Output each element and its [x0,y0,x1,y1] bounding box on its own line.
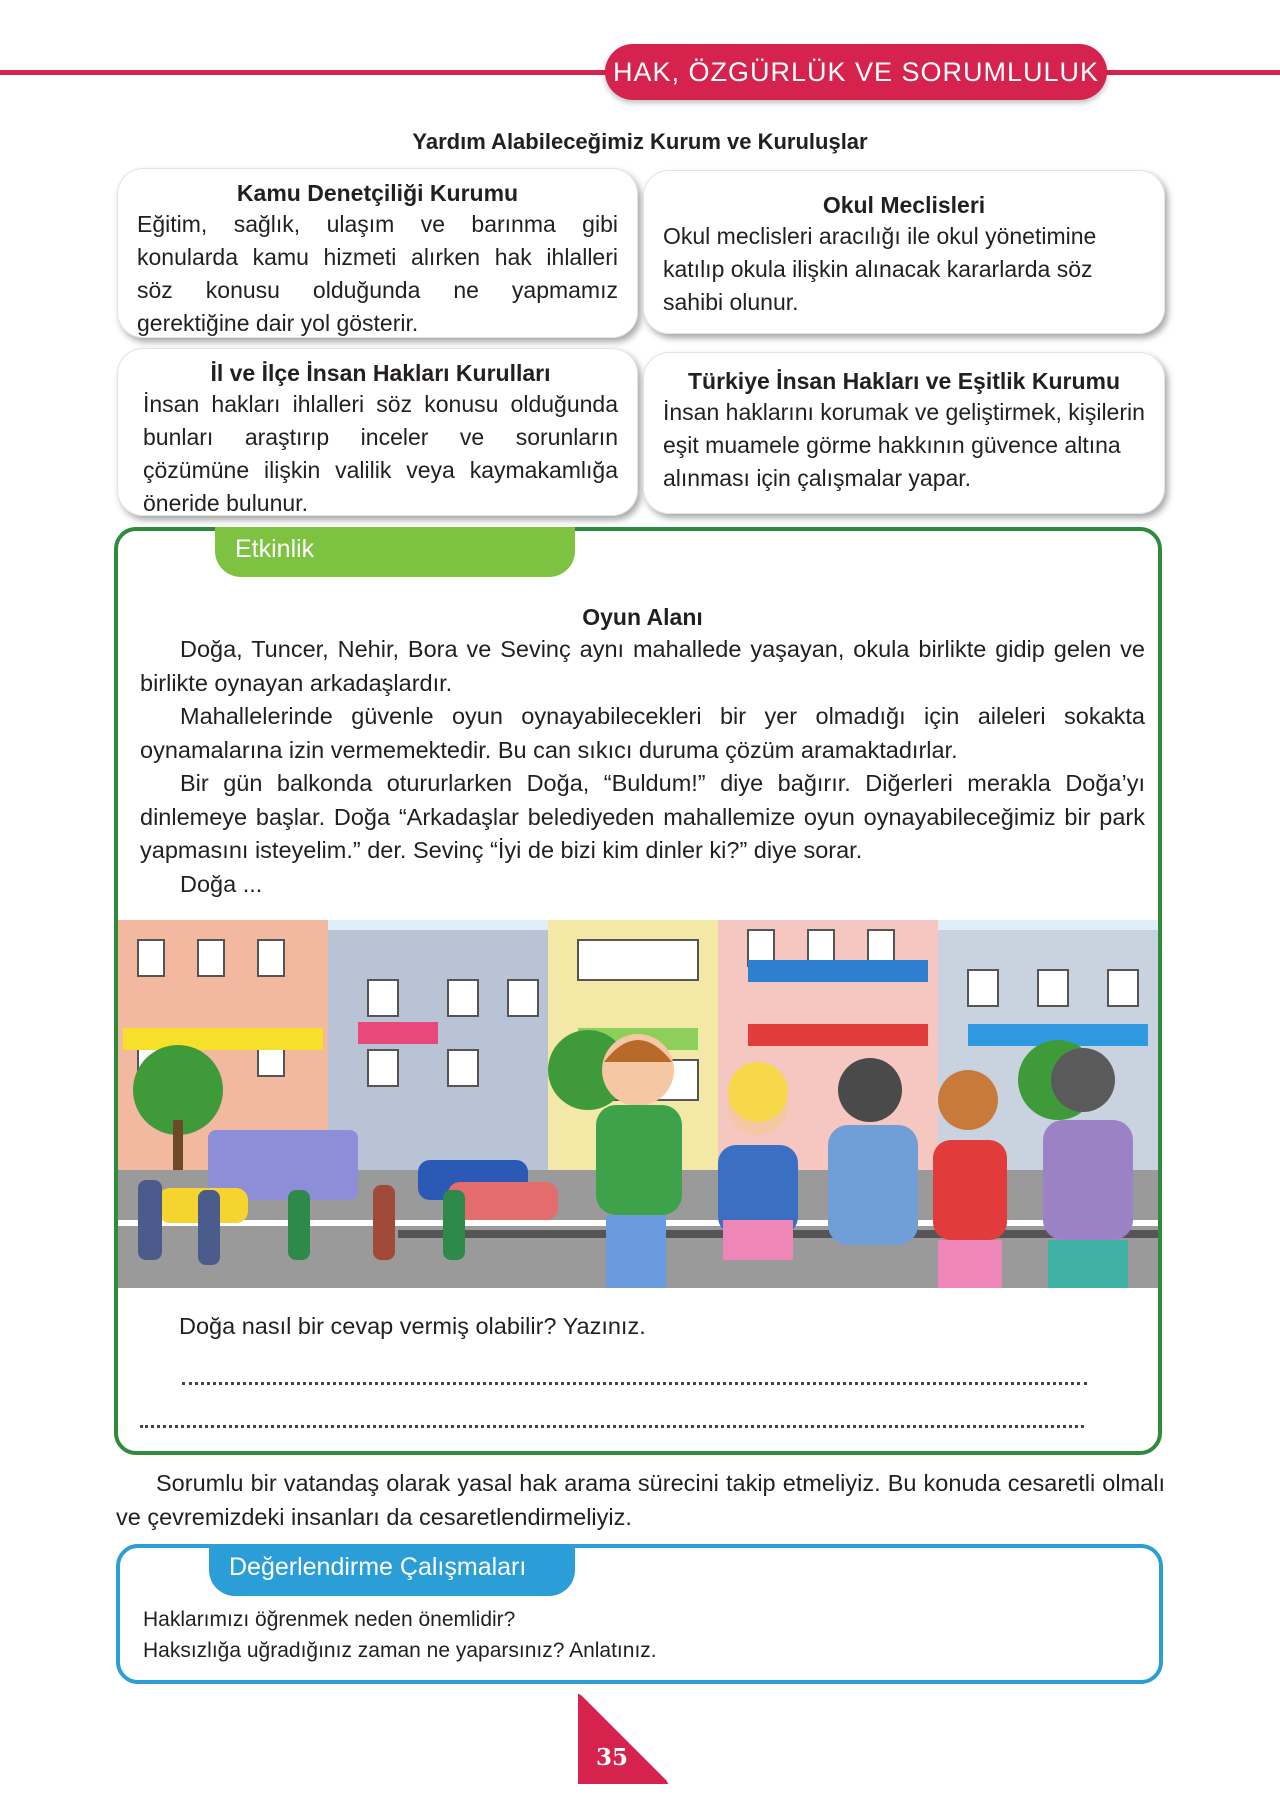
card-text: İnsan hakları ihlalleri söz konusu olduğunda bunları araştırıp inceler ve sorunların çözümüne ilişkin valilik veya kaymakamlığa öneride bulunur. [143,391,618,516]
card-okul-meclisleri [643,170,1165,334]
card-title: Kamu Denetçiliği Kurumu [236,180,519,206]
card-tihek [643,352,1165,514]
card-kamu-denetciligi [117,168,638,338]
story-paragraph: Bir gün balkonda otururlarken Doğa, “Buldum!” diye bağırır. Diğerleri merakla Doğa’yı dinlemeye başlar. Doğa “Arkadaşlar belediyeden mahallemize oyun oynayabileceğimiz bir park yapmasını isteyelim.” der. Sevinç “İyi de bizi kim dinler ki?” diye sorar. [140,770,1145,863]
card-title: Türkiye İnsan Hakları ve Eşitlik Kurumu [687,368,1121,394]
activity-question: Doğa nasıl bir cevap vermiş olabilir? Yazınız. [179,1313,646,1339]
evaluation-question: Haklarımızı öğrenmek neden önemlidir? [143,1608,516,1631]
evaluation-tab: Değerlendirme Çalışmaları [209,1544,575,1596]
card-text: Eğitim, sağlık, ulaşım ve barınma gibi konularda kamu hizmeti alırken hak ihlalleri söz konusu olduğunda ne yapmamız gerektiğine dair yol gösterir. [137,211,618,336]
card-text: Okul meclisleri aracılığı ile okul yönetimine katılıp okula ilişkin alınacak kararlarda söz sahibi olunur. [663,223,1097,315]
answer-line[interactable] [140,1425,1084,1428]
story-paragraph: Doğa ... [180,870,263,897]
story [140,601,1145,901]
story-paragraph: Doğa, Tuncer, Nehir, Bora ve Sevinç aynı mahallede yaşayan, okula birlikte gidip gelen ve birlikte oynayan arkadaşlardır. [140,636,1145,696]
card-title: İl ve İlçe İnsan Hakları Kurulları [210,360,551,386]
story-title: Oyun Alanı [582,604,703,630]
unit-title: HAK, ÖZGÜRLÜK VE SORUMLULUK [605,44,1107,100]
section-title: Yardım Alabileceğimiz Kurum ve Kuruluşlar [412,129,868,154]
page-number-badge [578,1692,670,1788]
activity-tab: Etkinlik [215,527,575,577]
story-paragraph: Mahallelerinde güvenle oyun oynayabilecekleri bir yer olmadığı için aileleri sokakta oynamalarına izin vermemektedir. Bu can sıkıcı duruma çözüm aramaktadırlar. [140,703,1145,763]
street-illustration [118,920,1158,1288]
answer-line[interactable] [182,1382,1087,1385]
card-title: Okul Meclisleri [822,192,986,218]
card-text: İnsan haklarını korumak ve geliştirmek, kişilerin eşit muamele görme hakkının güvence altına alınması için çalışmalar yapar. [663,399,1145,491]
card-insan-haklari-kurullari [117,348,638,516]
closing-paragraph: Sorumlu bir vatandaş olarak yasal hak arama sürecini takip etmeliyiz. Bu konuda cesaretli olmalı ve çevremizdeki insanları da cesaretlendirmeliyiz. [116,1470,1165,1530]
evaluation-question: Haksızlığa uğradığınız zaman ne yaparsınız? Anlatınız. [143,1639,657,1662]
page-number: 35 [596,1744,629,1771]
